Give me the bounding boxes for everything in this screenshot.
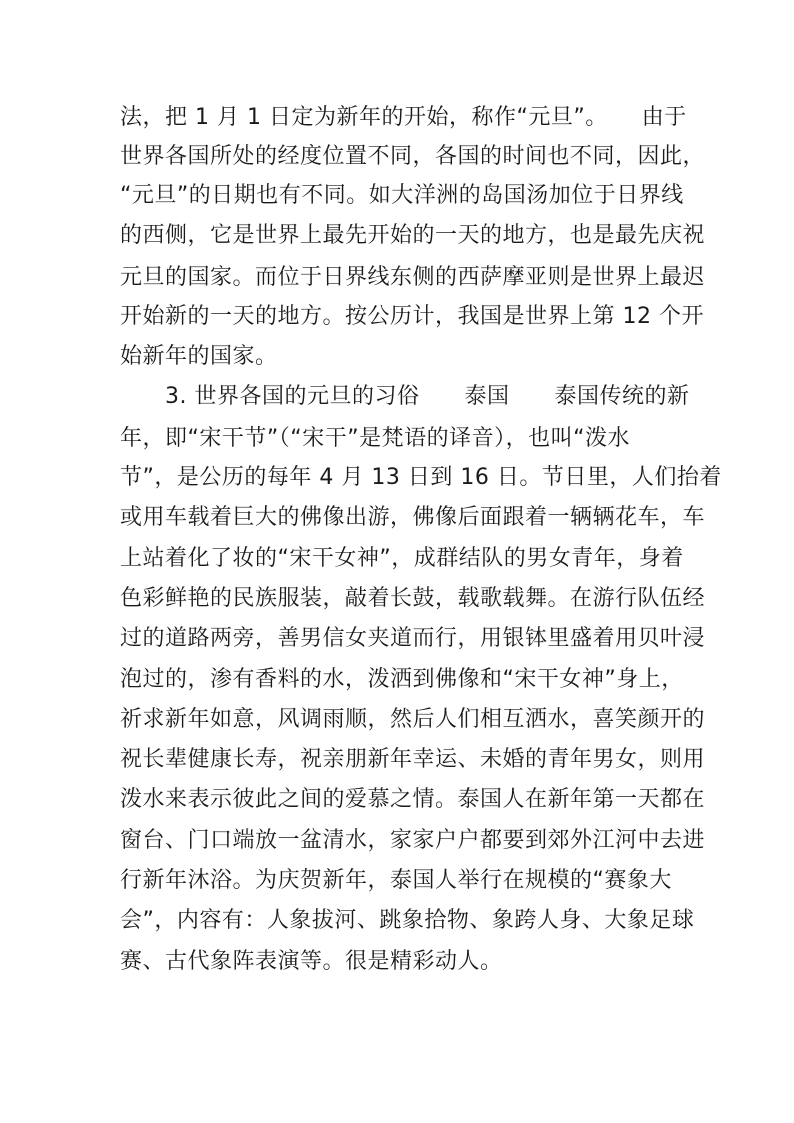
text-line: 祝长辈健康长寿，祝亲朋新年幸运、未婚的青年男女，则用 (120, 747, 706, 772)
text-line: 泡过的，渗有香料的水，泼洒到佛像和“宋干女神”身上， (120, 667, 684, 692)
text-line: 会”，内容有：人象拔河、跳象拾物、象跨人身、大象足球 (120, 908, 695, 933)
text-line: 法，把 1 月 1 日定为新年的开始，称作“元旦”。 由于 (120, 105, 687, 130)
text-line: 始新年的国家。 (120, 344, 278, 369)
text-line: 上站着化了妆的“宋干女神”，成群结队的男女青年，身着 (120, 546, 684, 571)
text-line: 赛、古代象阵表演等。很是精彩动人。 (120, 949, 503, 974)
text-line: 元旦的国家。而位于日界线东侧的西萨摩亚则是世界上最迟 (120, 265, 706, 290)
text-line: 年，即“宋干节”（“宋干”是梵语的译音），也叫“泼水 (120, 426, 630, 451)
text-line: 色彩鲜艳的民族服装，敲着长鼓，载歌载舞。在游行队伍经 (120, 586, 706, 611)
text-line: 或用车载着巨大的佛像出游，佛像后面跟着一辆辆花车，车 (120, 505, 706, 530)
text-line: 开始新的一天的地方。按公历计，我国是世界上第 12 个开 (120, 304, 704, 329)
text-line: 祈求新年如意，风调雨顺，然后人们相互洒水，喜笑颜开的 (120, 707, 706, 732)
text-line: 泼水来表示彼此之间的爱慕之情。泰国人在新年第一天都在 (120, 787, 706, 812)
text-line: 的西侧，它是世界上最先开始的一天的地方，也是最先庆祝 (120, 223, 706, 248)
text-line: 窗台、门口端放一盆清水，家家户户都要到郊外江河中去进 (120, 828, 706, 853)
text-line: “元旦”的日期也有不同。如大洋洲的岛国汤加位于日界线 (120, 183, 684, 208)
text-line: 3. 世界各国的元旦的习俗 泰国 泰国传统的新 (120, 384, 690, 409)
text-line: 过的道路两旁，善男信女夹道而行，用银钵里盛着用贝叶浸 (120, 626, 706, 651)
text-line: 世界各国所处的经度位置不同，各国的时间也不同，因此， (120, 144, 706, 169)
text-line: 行新年沐浴。为庆贺新年，泰国人举行在规模的“赛象大 (120, 868, 672, 893)
text-line: 节”，是公历的每年 4 月 13 日到 16 日。节日里，人们抬着 (120, 465, 722, 490)
